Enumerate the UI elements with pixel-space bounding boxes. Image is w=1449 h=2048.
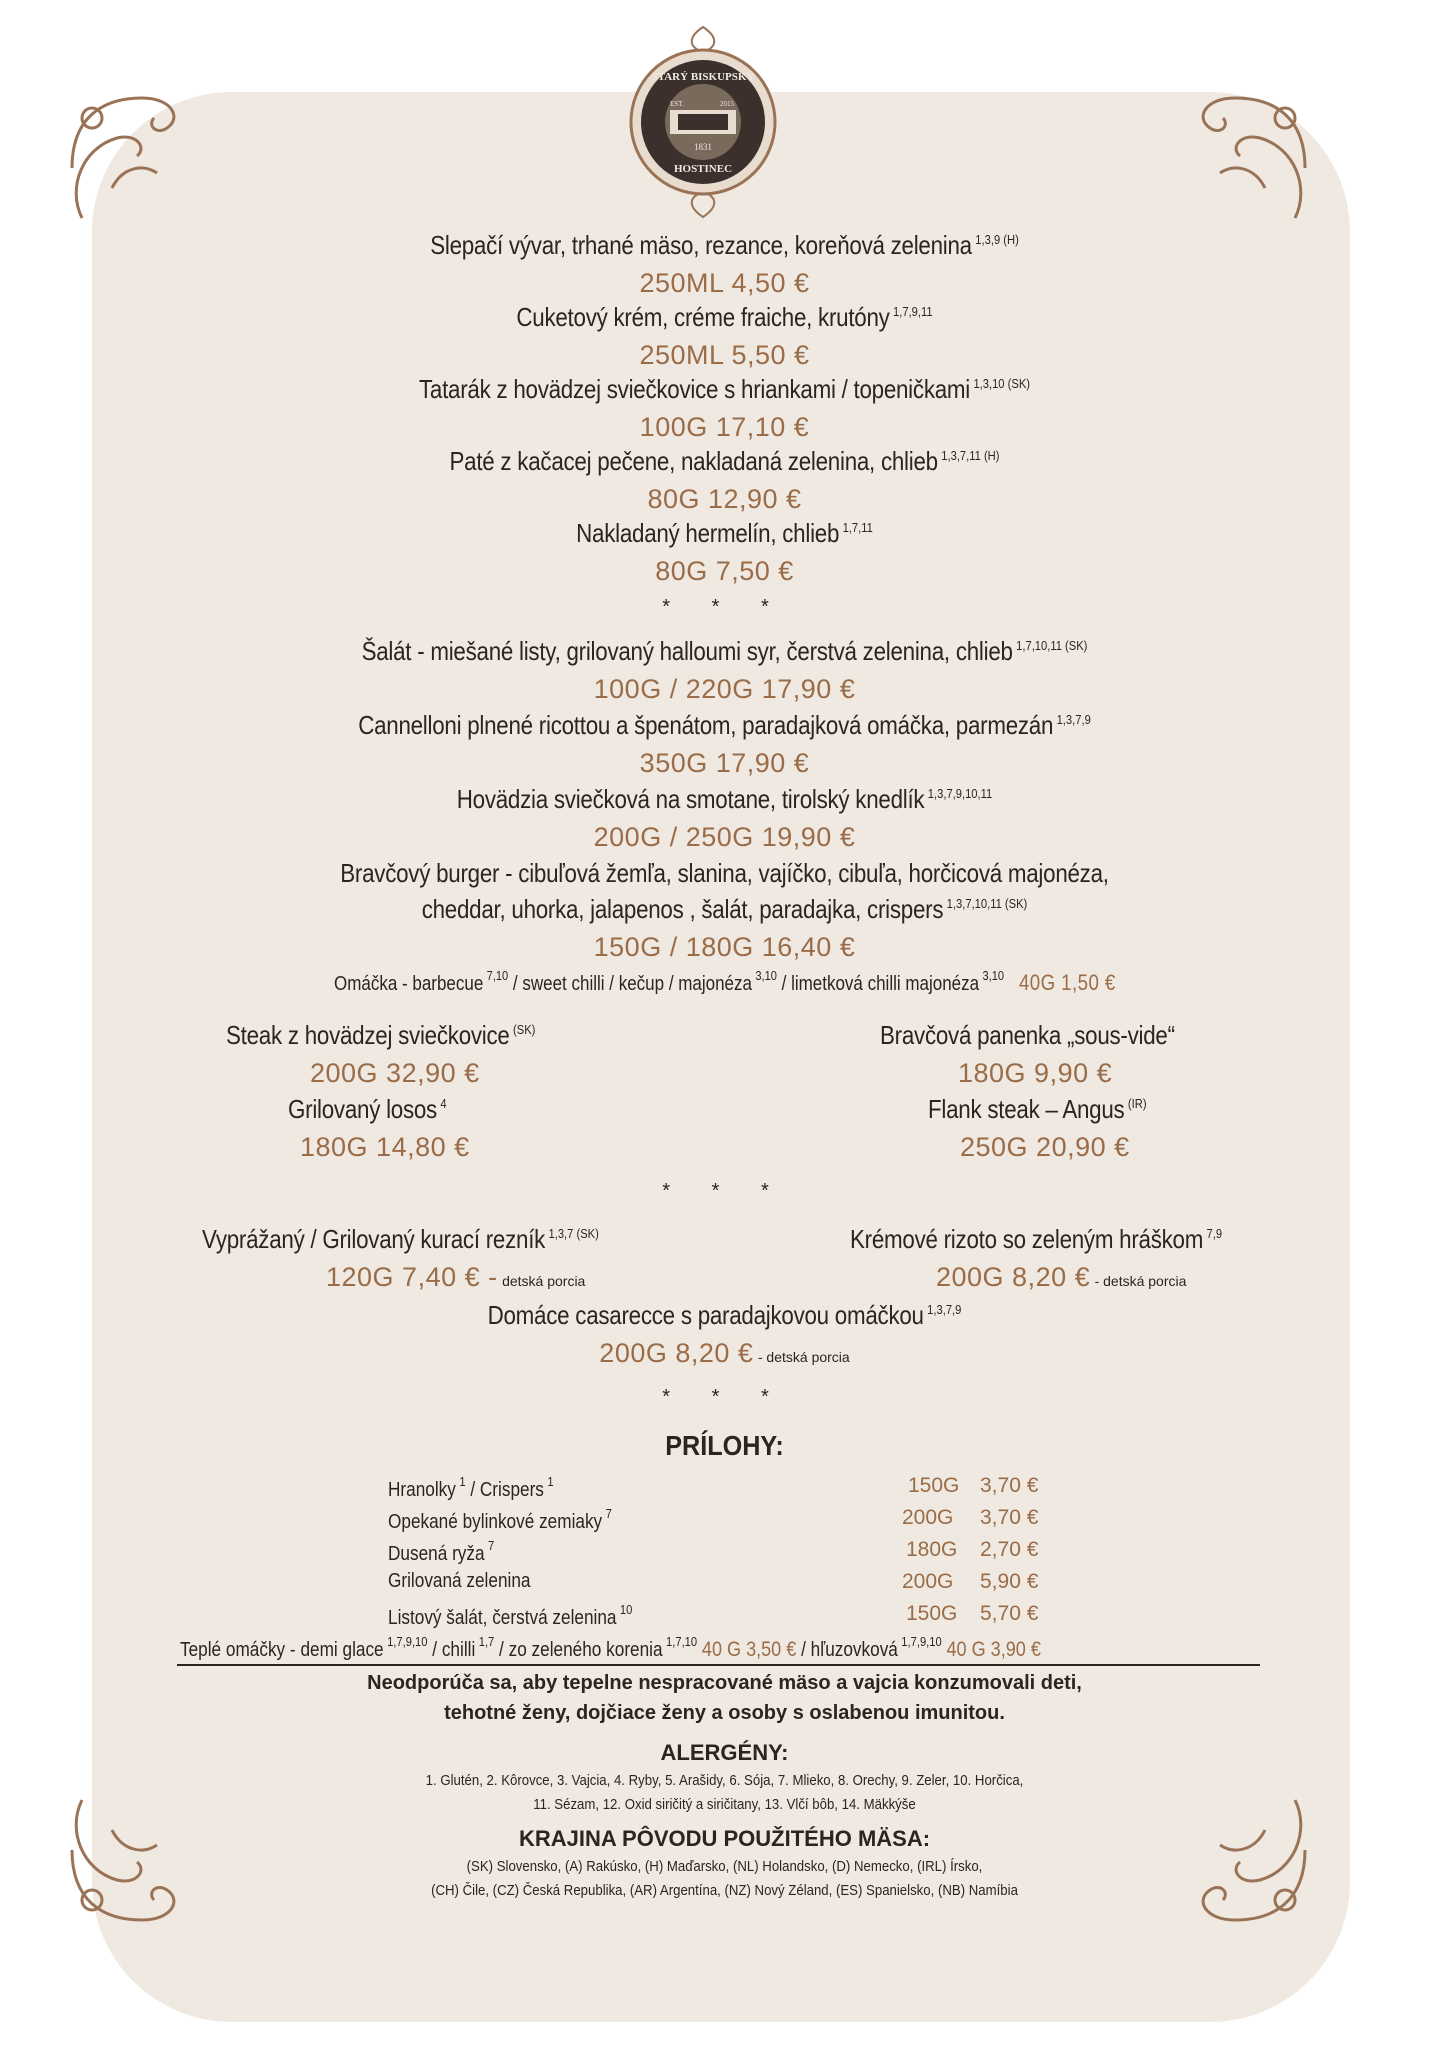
sauce-line: Omáčka - barbecue $^{7,10}$ / sweet chilli / kečup / majonéza $^{3,10}$ / limetková chilli majonéza $^{3,10}$ 40G 1,50 €: [333, 968, 1116, 995]
side-item-name: Hranolky $^1$ / Crispers $^1$: [388, 1474, 554, 1501]
warning-line2: tehotné ženy, dojčiace ženy a osoby s oslabenou imunitou.: [444, 1702, 1005, 1724]
dish-name: Šalát - miešané listy, grilovaný halloumi syr, čerstvá zelenina, chlieb $^{1,7,10,11 (SK)}$: [361, 636, 1088, 666]
side-item-name: Opekané bylinkové zemiaky $^7$: [388, 1506, 612, 1533]
separator-stars: * * *: [662, 1180, 787, 1202]
kids-left-name: Vyprážaný / Grilovaný kurací rezník $^{1,3,7 (SK)}$: [202, 1224, 599, 1254]
dish-price: 80G 7,50 €: [655, 556, 794, 586]
ornament-top-right: [1165, 78, 1315, 228]
kids-right-name: Krémové rizoto so zeleným hráškom $^{7,9}$: [850, 1224, 1223, 1254]
ornament-top-left: [62, 78, 212, 228]
steak-right2-price: 250G 20,90 €: [960, 1132, 1130, 1162]
steak-right2-name: Flank steak – Angus $^{(IR)}$: [928, 1094, 1147, 1124]
allergens-list-line1: 1. Glutén, 2. Kôrovce, 3. Vajcia, 4. Ryby, 5. Arašidy, 6. Sója, 7. Mlieko, 8. Orechy, 9. Zeler, 10. Horčica,: [425, 1772, 1024, 1789]
dish-name: Nakladaný hermelín, chlieb $^{1,7,11}$: [576, 518, 873, 548]
logo-founded: 1831: [694, 142, 712, 152]
separator-stars: * * *: [662, 1386, 787, 1408]
side-item-price: 5,70 €: [980, 1602, 1039, 1625]
dish-price: 200G / 250G 19,90 €: [593, 822, 856, 852]
side-item-name: Dusená ryža $^7$: [388, 1538, 495, 1565]
warning-line1: Neodporúča sa, aby tepelne nespracované mäso a vajcia konzumovali deti,: [367, 1672, 1082, 1694]
steak-right1-name: Bravčová panenka „sous-vide“: [880, 1020, 1175, 1050]
dish-price: 250ML 4,50 €: [639, 268, 810, 298]
side-item-price: 2,70 €: [980, 1538, 1039, 1561]
kids-center-name: Domáce casarecce s paradajkovou omáčkou $^{1,3,7,9}$: [487, 1300, 962, 1330]
side-item-name: Grilovaná zelenina: [388, 1570, 531, 1592]
steak-left1-name: Steak z hovädzej sviečkovice $^{(SK)}$: [226, 1020, 536, 1050]
burger-price: 150G / 180G 16,40 €: [593, 932, 856, 962]
side-item-price: 3,70 €: [980, 1474, 1039, 1497]
allergens-heading: ALERGÉNY:: [660, 1740, 789, 1765]
warm-sauces-line: Teplé omáčky - demi glace $^{1,7,9,10}$ / chilli $^{1,7}$ / zo zeleného korenia $^{1,7,10}$ 40 G 3,50 € / hľuzovková $^{1,7,9,10}$ 40 G 3,90 €: [180, 1634, 1041, 1661]
side-item-weight: 150G: [906, 1602, 958, 1625]
logo-sub: HOSTINEC: [673, 163, 733, 175]
burger-name-line2: cheddar, uhorka, jalapenos , šalát, paradajka, crispers $^{1,3,7,10,11 (SK)}$: [421, 894, 1028, 924]
divider-line: [177, 1664, 1260, 1666]
steak-left2-name: Grilovaný losos $^4$: [288, 1094, 447, 1124]
side-item-price: 3,70 €: [980, 1506, 1039, 1529]
restaurant-logo: [628, 22, 778, 222]
side-item-weight: 180G: [906, 1538, 958, 1561]
dish-price: 100G / 220G 17,90 €: [593, 674, 856, 704]
side-item-weight: 200G: [902, 1506, 954, 1529]
dish-name: Slepačí vývar, trhané mäso, rezance, koreňová zelenina $^{1,3,9 (H)}$: [430, 230, 1019, 260]
dish-name: Cuketový krém, créme fraiche, krutóny $^{1,7,9,11}$: [516, 302, 933, 332]
side-item-price: 5,90 €: [980, 1570, 1039, 1593]
dish-name: Tatarák z hovädzej sviečkovice s hriankami / topeničkami $^{1,3,10 (SK)}$: [418, 374, 1031, 404]
steak-right1-price: 180G 9,90 €: [958, 1058, 1113, 1088]
kids-center-price: 200G 8,20 € - detská porcia: [599, 1338, 850, 1368]
dish-price: 250ML 5,50 €: [639, 340, 810, 370]
dish-name: Cannelloni plnené ricottou a špenátom, paradajková omáčka, parmezán $^{1,3,7,9}$: [358, 710, 1091, 740]
kids-right-price: 200G 8,20 € - detská porcia: [936, 1262, 1187, 1292]
dish-price: 350G 17,90 €: [639, 748, 810, 778]
dish-price: 100G 17,10 €: [639, 412, 810, 442]
steak-left1-price: 200G 32,90 €: [310, 1058, 480, 1088]
side-item-weight: 150G: [908, 1474, 960, 1497]
burger-name-line1: Bravčový burger - cibuľová žemľa, slanina, vajíčko, cibuľa, horčicová majonéza,: [340, 858, 1109, 888]
side-item-name: Listový šalát, čerstvá zelenina $^{10}$: [388, 1602, 633, 1629]
allergens-list-line2: 11. Sézam, 12. Oxid siričitý a siričitany, 13. Vlčí bôb, 14. Mäkkýše: [533, 1796, 916, 1813]
logo-year: 2015: [720, 100, 734, 108]
steak-left2-price: 180G 14,80 €: [300, 1132, 470, 1162]
sides-heading: PRÍLOHY:: [665, 1430, 784, 1461]
origin-list-line2: (CH) Čile, (CZ) Česká Republika, (AR) Argentína, (NZ) Nový Zéland, (ES) Spanielsko, (NB) Namíbia: [431, 1882, 1018, 1899]
kids-left-price: 120G 7,40 € - detská porcia: [326, 1262, 586, 1292]
dish-name: Hovädzia sviečková na smotane, tirolský knedlík $^{1,3,7,9,10,11}$: [456, 784, 993, 814]
side-item-weight: 200G: [902, 1570, 954, 1593]
dish-price: 80G 12,90 €: [647, 484, 802, 514]
separator-stars: * * *: [662, 596, 787, 618]
origin-list-line1: (SK) Slovensko, (A) Rakúsko, (H) Maďarsko, (NL) Holandsko, (D) Nemecko, (IRL) Írsko,: [466, 1858, 983, 1875]
origin-heading: KRAJINA PÔVODU POUŽITÉHO MÄSA:: [518, 1826, 931, 1851]
logo-name: STARÝ BISKUPSKÝ: [651, 71, 755, 83]
dish-name: Paté z kačacej pečene, nakladaná zelenina, chlieb $^{1,3,7,11 (H)}$: [449, 446, 1000, 476]
logo-est: EST.: [670, 100, 684, 108]
